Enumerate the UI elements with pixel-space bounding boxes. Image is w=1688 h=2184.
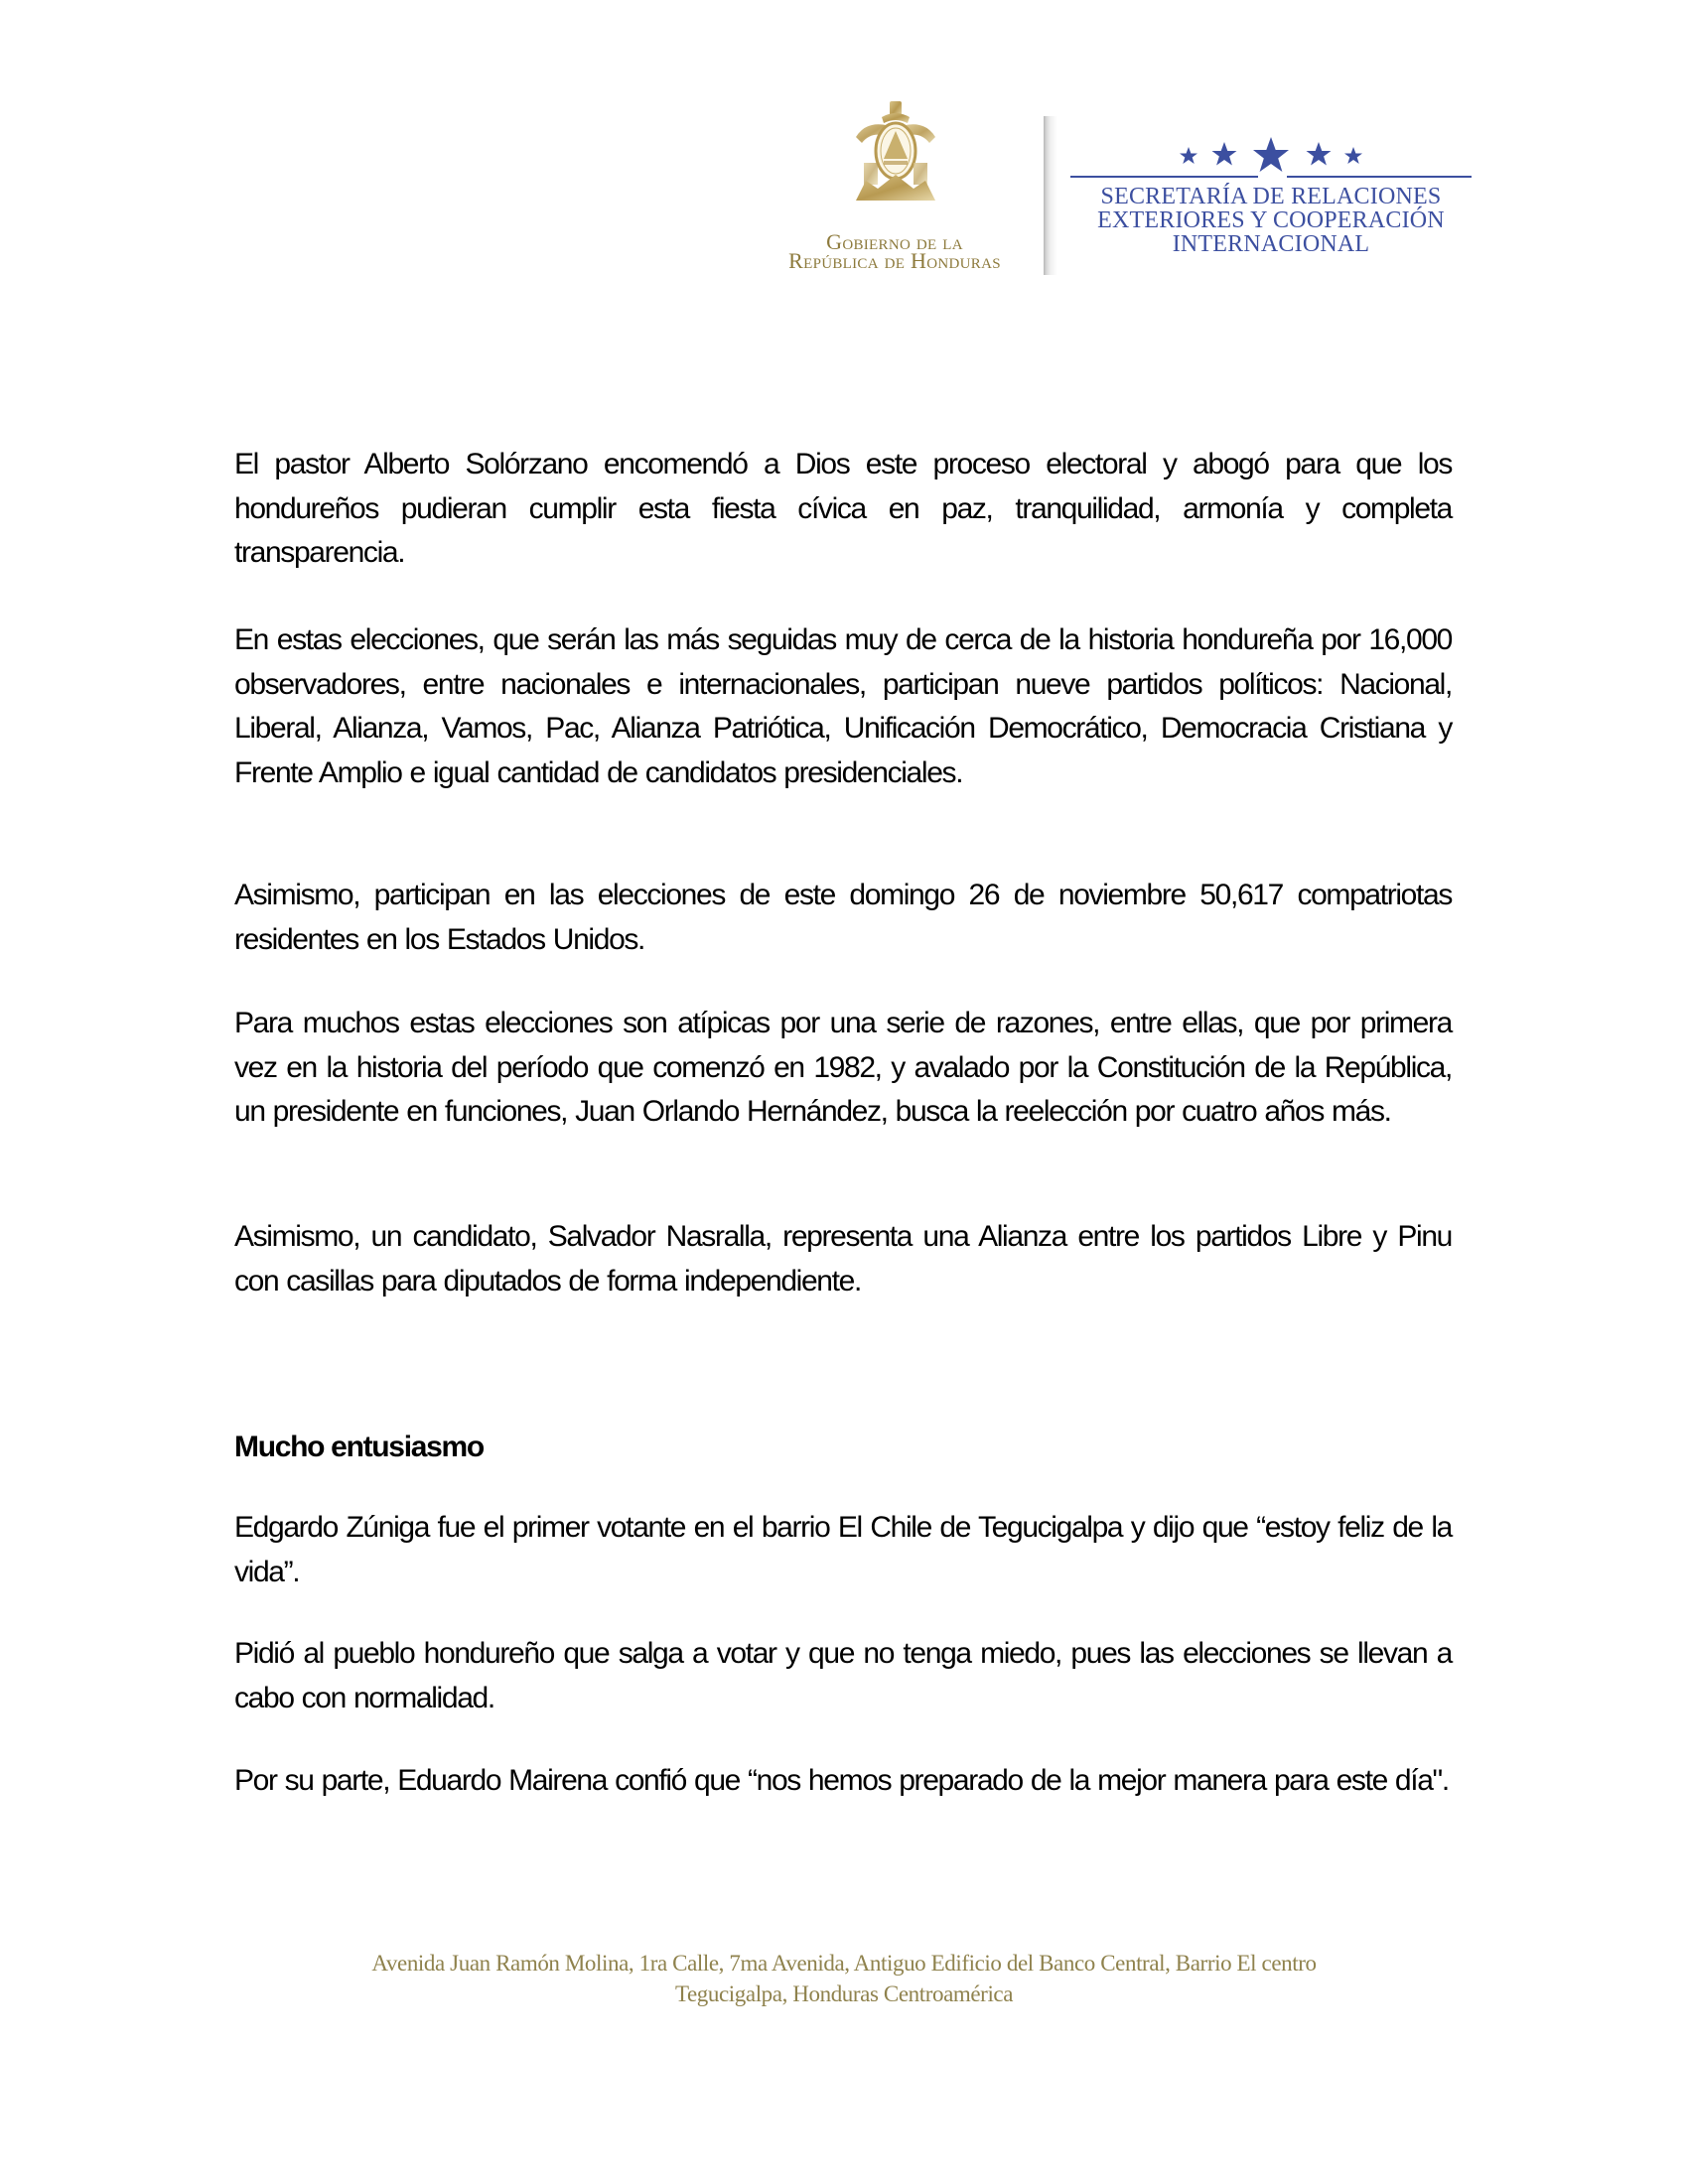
five-stars-icon (1172, 137, 1370, 177)
paragraph: El pastor Alberto Solórzano encomendó a Dios este proceso electoral y abogó para que los hondureños pudieran cumplir esta fiesta cívica en paz, tranquilidad, armonía y completa transparencia. (234, 448, 1452, 569)
paragraph: Para muchos estas elecciones son atípicas por una serie de razones, entre ellas, que por primera vez en la historia del período que comenzó en 1982, y avalado por la Constitución de la República, un presidente en funciones, Juan Orlando Hernández, busca la reelección por cuatro años más. (234, 1007, 1452, 1128)
ministry-rule-right (1287, 176, 1472, 178)
ministry-name-line1: SECRETARÍA DE RELACIONES (1100, 184, 1442, 209)
footer-address-line1: Avenida Juan Ramón Molina, 1ra Calle, 7ma Avenida, Antiguo Edificio del Banco Central, Barrio El centro (371, 1951, 1317, 1976)
star-icon (1253, 137, 1289, 172)
paragraph: Pidió al pueblo hondureño que salga a votar y que no tenga miedo, pues las elecciones se llevan a cabo con normalidad. (234, 1637, 1452, 1714)
paragraph: Asimismo, participan en las elecciones de este domingo 26 de noviembre 50,617 compatriotas residentes en los Estados Unidos. (234, 879, 1452, 956)
paragraph: Asimismo, un candidato, Salvador Nasralla, representa una Alianza entre los partidos Libre y Pinu con casillas para diputados de forma independiente. (234, 1220, 1452, 1297)
footer-address-line2: Tegucigalpa, Honduras Centroamérica (674, 1981, 1014, 2006)
government-name-line1: Gobierno de la (826, 229, 963, 254)
ministry-name-line3: INTERNACIONAL (1172, 231, 1370, 257)
star-icon (1180, 147, 1197, 164)
coat-of-arms-icon (852, 99, 939, 203)
government-name-line2: República de Honduras (788, 248, 1001, 273)
ministry-name (1062, 185, 1479, 256)
star-icon (1344, 147, 1362, 164)
paragraph: En estas elecciones, que serán las más seguidas muy de cerca de la historia hondureña por 16,000 observadores, entre nacionales e internacionales, participan nueve partidos políticos: Nacional, Liberal, Alianza, Vamos, Pac, Alianza Patriótica, Unificación Democrático, Democracia Cristiana y Frente Amplio e igual cantidad de candidatos presidenciales. (234, 623, 1452, 789)
header-divider (1044, 116, 1057, 275)
paragraph: Por su parte, Eduardo Mairena confió que “nos hemos preparado de la mejor manera para este día". (234, 1764, 1449, 1797)
star-icon (1307, 142, 1332, 166)
ministry-rule-left (1070, 176, 1258, 178)
government-name (755, 229, 1035, 273)
section-heading: Mucho entusiasmo (234, 1431, 484, 1463)
footer-address (199, 1948, 1489, 2009)
star-icon (1212, 142, 1237, 166)
paragraph: Edgardo Zúniga fue el primer votante en el barrio El Chile de Tegucigalpa y dijo que “estoy feliz de la vida”. (234, 1511, 1452, 1588)
ministry-name-line2: EXTERIORES Y COOPERACIÓN (1097, 207, 1445, 233)
